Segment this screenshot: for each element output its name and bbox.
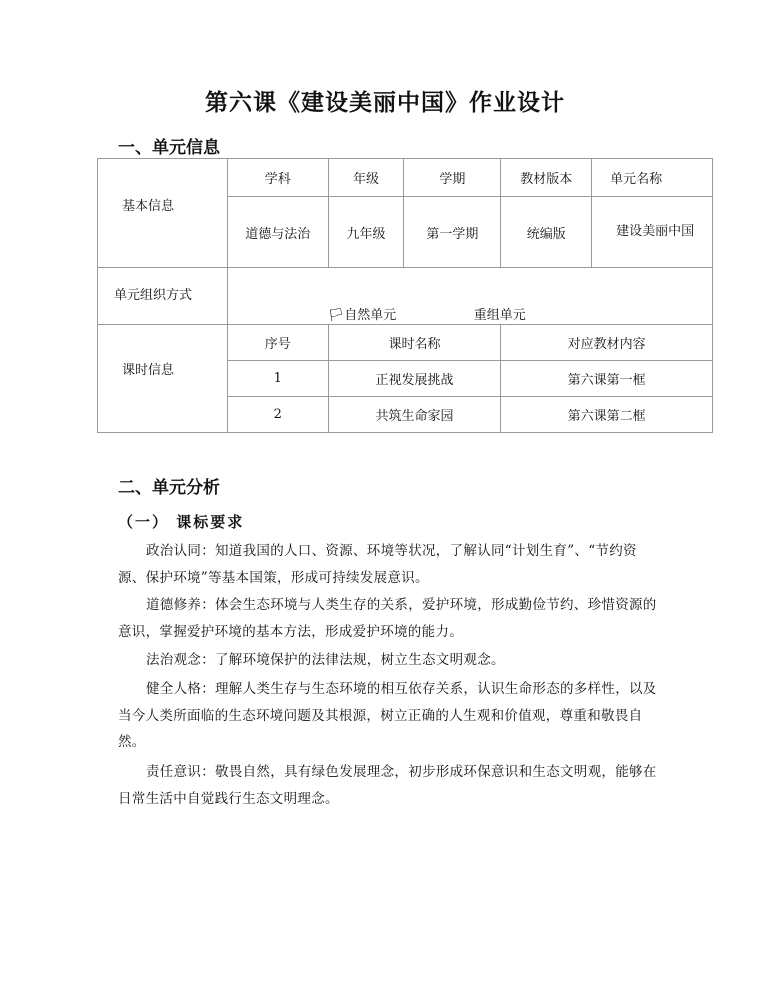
lesson-no: 2 xyxy=(227,397,328,433)
paragraph-political: 政治认同：知道我国的人口、资源、环境等状况，了解认同“计划生育”、“节约资源、保护环境”等基本国策，形成可持续发展意识。 xyxy=(118,543,637,586)
lesson-content: 第六课第二框 xyxy=(501,397,713,433)
subheading-curriculum: （一） 课标要求 xyxy=(118,513,245,531)
lesson-header-no: 序号 xyxy=(227,325,328,361)
value-unit-name: 建设美丽中国 xyxy=(592,197,713,268)
paragraph-moral: 道德修养：体会生态环境与人类生存的关系，爱护环境，形成勤俭节约、珍惜资源的意识，掌握爱护环境的基本方法，形成爱护环境的能力。 xyxy=(118,597,657,640)
lesson-content: 第六课第一框 xyxy=(501,361,713,397)
value-term: 第一学期 xyxy=(404,197,501,268)
lesson-header-name: 课时名称 xyxy=(328,325,501,361)
org-option-regroup: 重组单元 xyxy=(473,308,526,323)
value-edition: 统编版 xyxy=(501,197,592,268)
lesson-name: 正视发展挑战 xyxy=(328,361,501,397)
header-unit-name: 单元名称 xyxy=(592,159,713,197)
document-title: 第六课《建设美丽中国》作业设计 xyxy=(205,90,565,116)
section-heading-unit-analysis: 二、单元分析 xyxy=(118,478,220,498)
lesson-info-label: 课时信息 xyxy=(98,325,228,433)
value-grade: 九年级 xyxy=(328,197,404,268)
paragraph-law: 法治观念：了解环境保护的法律法规，树立生态文明观念。 xyxy=(146,652,505,668)
unit-info-table xyxy=(97,158,713,433)
section-heading-unit-info: 一、单元信息 xyxy=(118,138,220,158)
paragraph-personality: 健全人格：理解人类生存与生态环境的相互依存关系，认识生命形态的多样性，以及当今人类所面临的生态环境问题及其根源，树立正确的人生观和价值观，尊重和敬畏自然。 xyxy=(118,681,657,750)
basic-info-label: 基本信息 xyxy=(98,159,228,268)
lesson-header-content: 对应教材内容 xyxy=(501,325,713,361)
header-edition: 教材版本 xyxy=(501,159,592,197)
org-options xyxy=(227,268,712,325)
org-option-natural: 🏳自然单元 xyxy=(327,308,397,323)
paragraph-responsibility: 责任意识：敬畏自然，具有绿色发展理念，初步形成环保意识和生态文明观，能够在日常生活中自觉践行生态文明理念。 xyxy=(118,764,657,807)
lesson-name: 共筑生命家园 xyxy=(328,397,501,433)
header-grade: 年级 xyxy=(328,159,404,197)
header-subject: 学科 xyxy=(227,159,328,197)
header-term: 学期 xyxy=(404,159,501,197)
lesson-no: 1 xyxy=(227,361,328,397)
org-label: 单元组织方式 xyxy=(98,268,228,325)
value-subject: 道德与法治 xyxy=(227,197,328,268)
